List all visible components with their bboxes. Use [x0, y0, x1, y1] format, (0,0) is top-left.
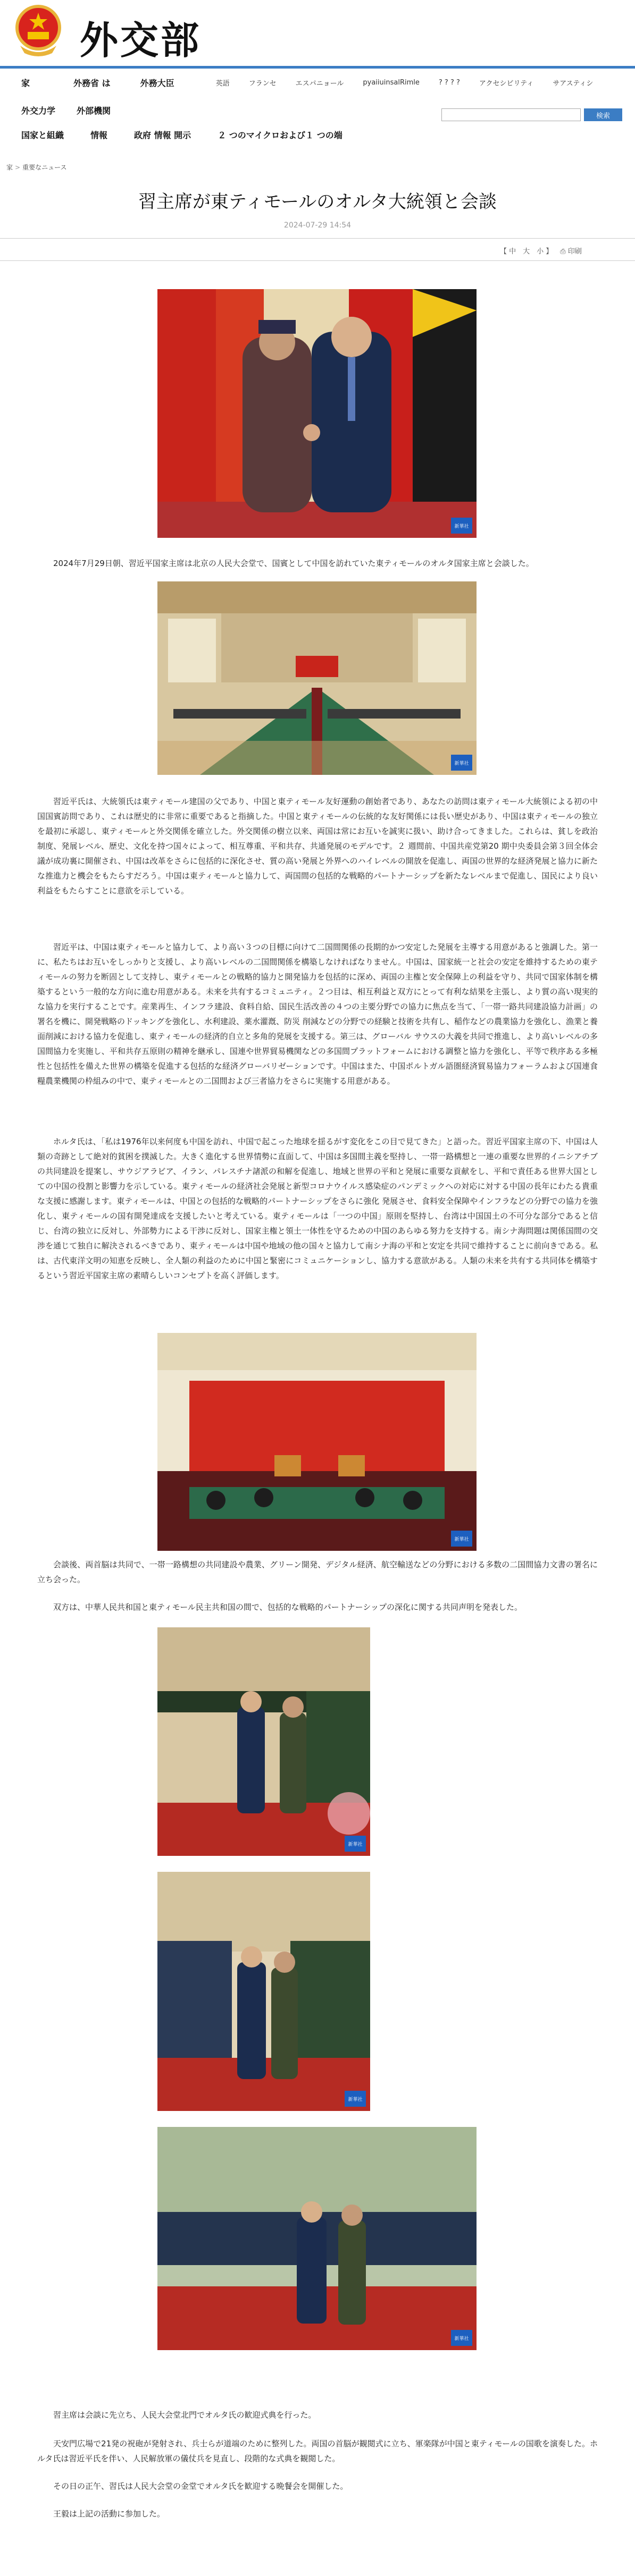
- photo-credit-badge: 新華社: [451, 755, 472, 771]
- article-tools: [500, 246, 582, 256]
- lang-russian[interactable]: pyaiiuinsalRimle: [363, 78, 420, 87]
- paragraph: 天安門広場で21発の祝砲が発射され、兵士らが道端のために整列した。両国の首脳が観閲式に立ち、軍楽隊が中国と東ティモールの国歌を演奏した。ホルタ氏は習近平氏を伴い、人民解放軍の儀仗兵を見直し、段階的な式典を観閲した。: [37, 2439, 598, 2463]
- photo-credit-badge: 新華社: [451, 2330, 472, 2346]
- nav-item-micro[interactable]: ２ つのマイクロおよび１ つの端: [218, 130, 342, 140]
- photo-honor-guard-1: [157, 1627, 370, 1856]
- photo-credit-badge: 新華社: [451, 1531, 472, 1547]
- search-input[interactable]: [441, 108, 581, 121]
- paragraph: 習主席は会談に先立ち、人民大会堂北門でオルタ氏の歓迎式典を行った。: [53, 2410, 316, 2420]
- search-bar: [441, 108, 622, 121]
- photo-honor-guard-3: [157, 2127, 477, 2350]
- nav-item-diplomacy[interactable]: 外交力学: [21, 105, 56, 116]
- honor-guard-image: [157, 1872, 370, 2111]
- breadcrumb-home[interactable]: 家: [6, 164, 13, 171]
- divider: [0, 260, 635, 261]
- nav-item-external-agencies[interactable]: 外部機関: [77, 105, 111, 116]
- nav-row-secondary: [0, 100, 111, 120]
- nav-item-ministry[interactable]: 外務省 は: [73, 78, 111, 88]
- nav-item-countries[interactable]: 国家と組織: [21, 130, 64, 140]
- paragraph: 習近平氏は、大統領氏は東ティモール建国の父であり、中国と東ティモール友好運動の創始者であり、あなたの訪問は東ティモール大統領による初の中国国賓訪問であり、これは歴史的に非常に重要であると指摘した。中国と東ティモールの伝統的な友好関係には長い歴史があり、中国は東ティモールの独立を最初に承認し、東ティモールと外交関係を確立した。外交関係の樹立以来、両国は常にお互いを誠実に扱い、助け合ってきました。これらは、貧しを政治制度、発展レベル、歴史、文化を持つ国々によって、相互尊重、平和共存、共通発展のモデルです。２ 週間前、中国共産党第20 期中央委員会第３回全体会議が成功裏に開催され、中国は改革をさらに包括的に深化させ、質の高い発展と外界へのハイレベルの開放を促進し、両国の世界的な経済発展と協力に新たな推進力と機会をもたらすだろう。中国は東ティモールと協力して、両国間の包括的な戦略的パートナーシップを新たなレベルまで促進し、国民により良い利益をもたらすことに意欲を示している。: [37, 797, 598, 896]
- paragraph: 2024年7月29日朝、習近平国家主席は北京の人民大会堂で、国賓として中国を訪れていた東ティモールのオルタ国家主席と会談した。: [53, 559, 534, 568]
- article-title: 習主席が東ティモールのオルタ大統領と会談: [138, 191, 497, 213]
- paragraph: 王毅は上記の活動に参加した。: [53, 2509, 165, 2519]
- lang-english[interactable]: 英語: [215, 79, 230, 88]
- print-button[interactable]: [560, 246, 582, 256]
- nav-item-disclosure[interactable]: 政府 情報 開示: [134, 130, 191, 140]
- masthead: [0, 0, 635, 65]
- national-emblem-icon[interactable]: [15, 3, 62, 56]
- article-date: 2024-07-29 14:54: [283, 221, 352, 230]
- paragraph: 双方は、中華人民共和国と東ティモール民主共和国の間で、包括的な戦略的パートナーシップの深化に関する共同声明を発表した。: [53, 1602, 523, 1612]
- top-accent-bar: [0, 66, 635, 69]
- paragraph: その日の正午、習氏は人民大会堂の金堂でオルタ氏を歓迎する晩餐会を開催した。: [53, 2481, 348, 2491]
- service-link[interactable]: サアスティシ: [553, 79, 594, 88]
- main-nav: [0, 69, 635, 149]
- photo-credit-badge: 新華社: [345, 2091, 366, 2107]
- paragraph: ホルタ氏は、「私は1976年以来何度も中国を訪れ、中国で起こった地球を揺るがす変化をこの目で見てきた」と語った。習近平国家主席の下、中国は人類の奇跡として絶対的貧困を撲滅した。大きく進化する世界情勢に直面して、中国は多国間主義を堅持し、一帯一路構想と一連の重要な世界的イニシアチブの共同建設を提案し、サウジアラビア、イラン、パレスチナ諸派の和解を促進し、地域と世界の平和と発展に重要な貢献をし、平和で責任ある世界大国としての中国の役割と影響力を示している。東ティモールの経済社会発展と新型コロナウイルス感染症のパンデミックへの対応に対する中国の長年にわたる貴重な支援に感謝します。東ティモールは、中国との包括的な戦略的パートナーシップをさらに強化 発展させ、食料安全保障やインフラなどの分野での協力を強化し、東ティモールの国有開発達成を支援したいと考えている。東ティモールは「一つの中国」原則を堅持し、台湾は中国国土の不可分な部分であると信じ、台湾の独立に反対し、外部勢力による干渉に反対し、国家主権と領土一体性を守るための中国のあらゆる努力を支持する。南シナ海問題は関係国間の交渉を通じて独自に解決されるべきであり、東ティモールは中国や地域の他の国々と協力して南シナ海の平和と安定を共同で維持することに前向きである。私は、古代東洋文明の知恵を反映し、全人類の利益のために中国と緊密にコミュニケーションし、協力する意欲がある。人類の未来を共有する共同体を構築するという習近平国家主席の素晴らしいコンセプトを高く評価します。: [37, 1137, 598, 1280]
- divider: [0, 238, 635, 239]
- photo-credit-badge: 新華社: [345, 1836, 366, 1852]
- nav-item-minister[interactable]: 外務大臣: [140, 78, 174, 88]
- site-brand[interactable]: 外交部: [80, 18, 202, 63]
- print-label: 印刷: [567, 248, 582, 256]
- signing-image: [157, 1333, 477, 1551]
- photo-handshake: [157, 289, 477, 538]
- nav-item-info[interactable]: 情報: [90, 130, 108, 140]
- nav-row-primary: [0, 72, 593, 92]
- photo-meeting-hall: [157, 581, 477, 775]
- paragraph: 会談後、両首脳は共同で、一帯一路構想の共同建設や農業、グリーン開発、デジタル経済、航空輸送などの分野における多数の二国間協力文書の署名に立ち会った。: [37, 1560, 598, 1584]
- breadcrumb-news[interactable]: 重要なニュース: [22, 164, 67, 171]
- lang-spanish[interactable]: エスパニョール: [295, 79, 344, 88]
- photo-signing-ceremony: [157, 1333, 477, 1551]
- lang-french[interactable]: フランセ: [248, 79, 277, 88]
- breadcrumb-separator-icon: >: [15, 164, 21, 171]
- nav-row-tertiary: [0, 124, 342, 145]
- honor-guard-image: [157, 1627, 370, 1856]
- photo-honor-guard-2: [157, 1872, 370, 2111]
- breadcrumb: [6, 163, 66, 172]
- handshake-image: [157, 289, 477, 538]
- meeting-image: [157, 581, 477, 775]
- search-button[interactable]: 検索: [584, 108, 622, 121]
- font-size-toggle[interactable]: 【 中 大 小 】: [500, 248, 553, 256]
- honor-guard-image: [157, 2127, 477, 2350]
- nav-item-home[interactable]: 家: [21, 78, 30, 88]
- lang-arabic[interactable]: ? ? ? ?: [438, 78, 460, 87]
- accessibility-link[interactable]: アクセシビリティ: [479, 79, 534, 88]
- paragraph: 習近平は、中国は東ティモールと協力して、より高い３つの目標に向けて二国間関係の長期的かつ安定した発展を主導する用意があると強調した。第一に、私たちはお互いをしっかりと支援し、より高いレベルの二国間関係を構築しなければなりません。中国は、国家統一と社会の安定を維持するための東ティモールの努力を断固として支持し、東ティモールとの戦略的協力と開発協力を包括的に深め、両国の主権と安全保障上の利益を守り、共同で国家体制を構築するという一般的な方向に進む用意がある。未来を共有するコミュニティ。２つ目は、相互利益と双方にとって有利な結果を主張し、より質の高い現実的な協力を実行することです。産業再生、インフラ建設、食料自給、国民生活改善の４つの主要分野での協力に焦点を当て、「一帯一路共同建設協力計画」の署名を機に、開発戦略のドッキングを強化し、水利建設、薬水灌漑、防災 削減などの分野での経験と技術を共有し、稲作などの農業協力を強化し、漁業と養面削減における協力を促進し、東ティモールの経済的自立と多角的発展を支援する。第三は、グローバル サウスの大義を共同で推進し、より高いレベルの多国間協力を実施し、平和共存五原則の精神を継承し、国連や世界貿易機関などの多国間プラットフォームにおける調整と協力を強化し、平等で秩序ある多極性と包括性を備えた世界の構築を促進する包括的な経済グローバリゼーションです。中国はまた、中国ポルトガル語圏経済貿易協力フォーラムおよび国連食糧農業機関の枠組みの中で、東ティモールとの二国間および三者協力をさらに実施する用意がある。: [37, 942, 598, 1086]
- photo-credit-badge: 新華社: [451, 518, 472, 534]
- printer-icon: ⎙: [560, 248, 566, 256]
